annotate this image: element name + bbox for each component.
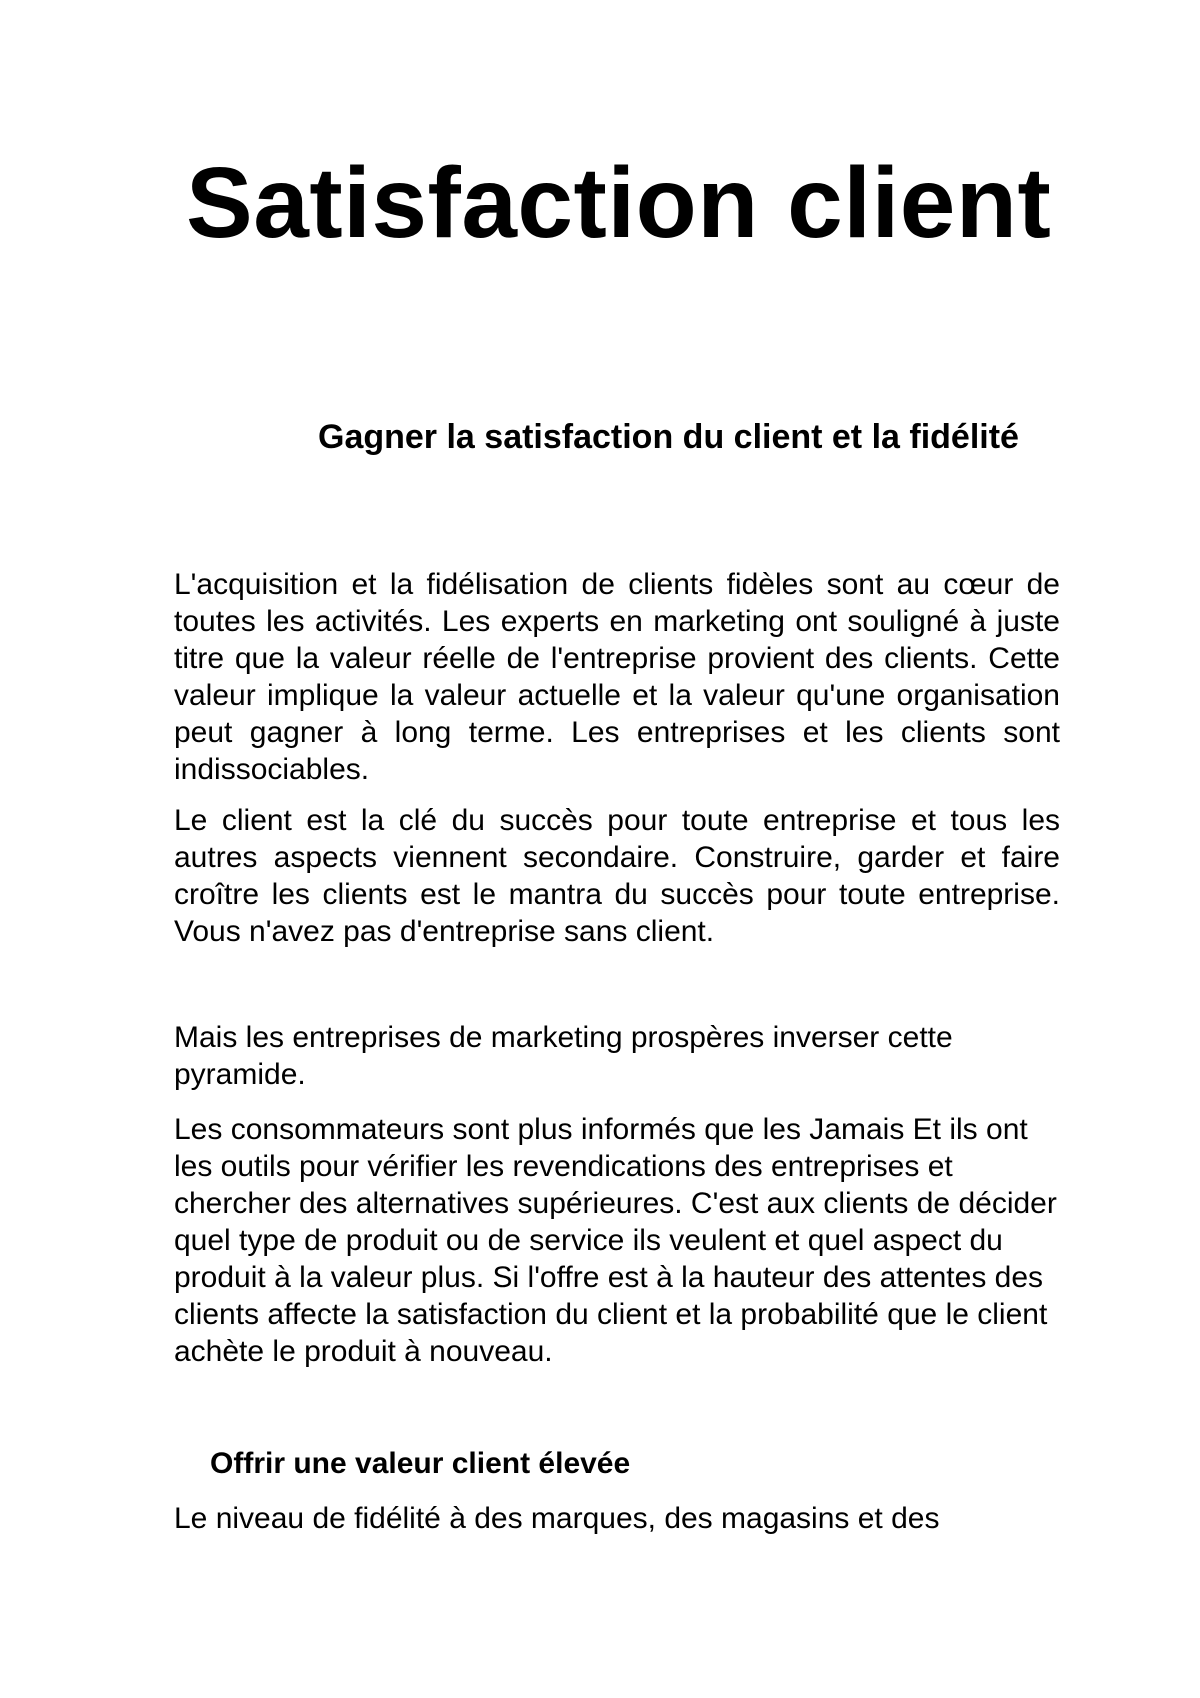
paragraph-pyramid: Mais les entreprises de marketing prospères inverser cette pyramide. xyxy=(174,1021,953,1091)
document-title: Satisfaction client xyxy=(186,147,1052,259)
paragraph-loyalty-level: Le niveau de fidélité à des marques, des magasins et des xyxy=(174,1502,940,1535)
paragraph-consumers: Les consommateurs sont plus informés que les Jamais Et ils ont les outils pour vérifier les revendications des entreprises et chercher des alternatives supérieures. C'est aux clients de décider quel type de produit ou de service ils veulent et quel aspect du produit à la valeur plus. Si l'offre est à la hauteur des attentes des clients affecte la satisfaction du client et la probabilité que le client achète le produit à nouveau. xyxy=(174,1113,1057,1368)
paragraph-acquisition: L'acquisition et la fidélisation de clients fidèles sont au cœur de toutes les activités. Les experts en marketing ont souligné à juste titre que la valeur réelle de l'entreprise provient des clients. Cette valeur implique la valeur actuelle et la valeur qu'une organisation peut gagner à long terme. Les entreprises et les clients sont indissociables. xyxy=(174,568,1060,786)
paragraph-client-key: Le client est la clé du succès pour toute entreprise et tous les autres aspects viennent secondaire. Construire, garder et faire croître les clients est le mantra du succès pour toute entreprise. Vous n'avez pas d'entreprise sans client. xyxy=(174,804,1060,948)
section-heading: Offrir une valeur client élevée xyxy=(210,1447,631,1480)
document-subtitle: Gagner la satisfaction du client et la fidélité xyxy=(318,418,1019,456)
